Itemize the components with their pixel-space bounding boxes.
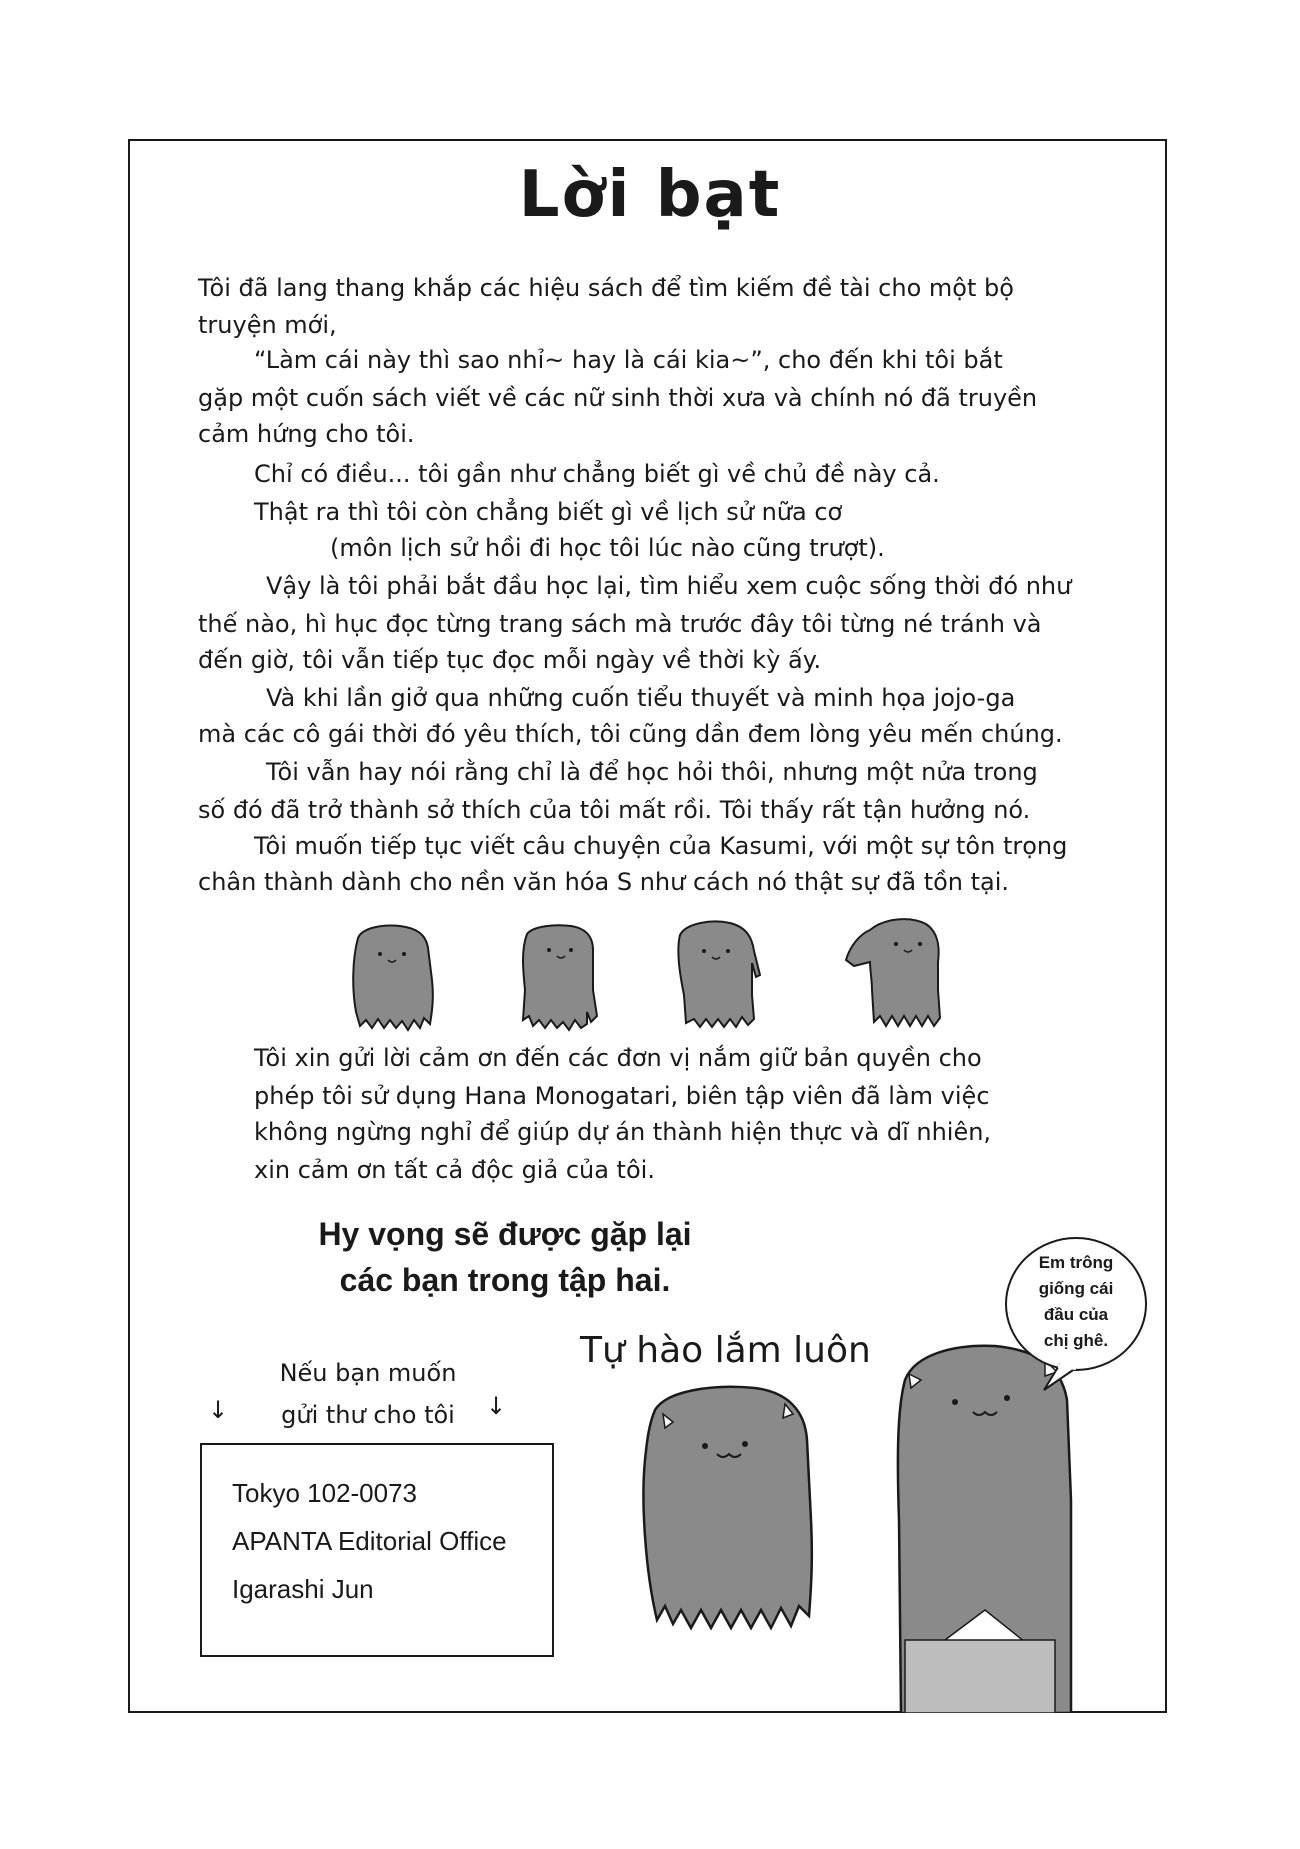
thanks-line: không ngừng nghỉ để giúp dự án thành hiện thực và dĩ nhiên,	[254, 1118, 992, 1146]
proud-caption: Tự hào lắm luôn	[580, 1330, 871, 1371]
speech-line: giống cái	[1038, 1279, 1114, 1298]
down-arrow-icon: ↓	[208, 1396, 229, 1424]
intro-line: Chỉ có điều... tôi gần như chẳng biết gì về chủ đề này cả.	[254, 460, 940, 488]
address-line: APANTA Editorial Office	[232, 1526, 507, 1556]
signoff-line: Hy vọng sẽ được gặp lại	[318, 1216, 692, 1252]
intro-line: “Làm cái này thì sao nhỉ~ hay là cái kia~”, cho đến khi tôi bắt	[254, 346, 1003, 374]
intro-line: Và khi lần giở qua những cuốn tiểu thuyết và minh họa jojo-ga	[266, 684, 1016, 712]
creature-illustration	[340, 920, 440, 1040]
intro-line: (môn lịch sử hồi đi học tôi lúc nào cũng trượt).	[330, 534, 885, 562]
intro-line: Thật ra thì tôi còn chẳng biết gì về lịch sử nữa cơ	[254, 498, 843, 526]
intro-line: Tôi vẫn hay nói rằng chỉ là để học hỏi thôi, nhưng một nửa trong	[266, 758, 1038, 786]
thanks-line: Tôi xin gửi lời cảm ơn đến các đơn vị nắm giữ bản quyền cho	[254, 1044, 982, 1072]
speech-bubble-text	[1016, 1250, 1136, 1354]
speech-line: chị ghê.	[1043, 1331, 1109, 1350]
mail-note-line: gửi thư cho tôi	[281, 1401, 455, 1429]
intro-line: mà các cô gái thời đó yêu thích, tôi cũng dần đem lòng yêu mến chúng.	[198, 720, 1063, 748]
intro-line: gặp một cuốn sách viết về các nữ sinh thời xưa và chính nó đã truyền	[198, 384, 1038, 412]
intro-line: truyện mới,	[198, 311, 337, 339]
creature-illustration	[505, 920, 605, 1040]
intro-line: Tôi muốn tiếp tục viết câu chuyện của Kasumi, với một sự tôn trọng	[254, 832, 1068, 860]
signoff-message	[295, 1211, 715, 1303]
intro-line: Vậy là tôi phải bắt đầu học lại, tìm hiểu xem cuộc sống thời đó như	[266, 572, 1072, 600]
page-title: Lời bạt	[518, 158, 782, 232]
creature-illustration	[660, 915, 770, 1040]
address-line: Igarashi Jun	[232, 1574, 374, 1604]
speech-line: đầu của	[1043, 1305, 1109, 1324]
address-box	[200, 1443, 554, 1657]
thanks-line: phép tôi sử dụng Hana Monogatari, biên tập viên đã làm việc	[254, 1082, 990, 1110]
mail-note	[258, 1352, 478, 1436]
signoff-line: các bạn trong tập hai.	[339, 1262, 671, 1298]
creature-tall-illustration	[885, 1340, 1075, 1713]
mail-note-line: Nếu bạn muốn	[279, 1359, 457, 1387]
intro-line: chân thành dành cho nền văn hóa S như cách nó thật sự đã tồn tại.	[198, 868, 1010, 896]
intro-line: cảm hứng cho tôi.	[198, 420, 415, 448]
address-line: Tokyo 102-0073	[232, 1478, 418, 1508]
intro-line: thế nào, hì hục đọc từng trang sách mà trước đây tôi từng né tránh và	[198, 610, 1042, 638]
creature-illustration	[840, 910, 950, 1040]
speech-line: Em trông	[1038, 1253, 1114, 1272]
intro-line: Tôi đã lang thang khắp các hiệu sách để tìm kiếm đề tài cho một bộ	[198, 274, 1014, 302]
intro-line: số đó đã trở thành sở thích của tôi mất rồi. Tôi thấy rất tận hưởng nó.	[198, 796, 1031, 824]
intro-line: đến giờ, tôi vẫn tiếp tục đọc mỗi ngày về thời kỳ ấy.	[198, 646, 822, 674]
thanks-line: xin cảm ơn tất cả độc giả của tôi.	[254, 1156, 655, 1184]
creature-proud-illustration	[615, 1380, 825, 1640]
down-arrow-icon: ↓	[486, 1392, 507, 1420]
